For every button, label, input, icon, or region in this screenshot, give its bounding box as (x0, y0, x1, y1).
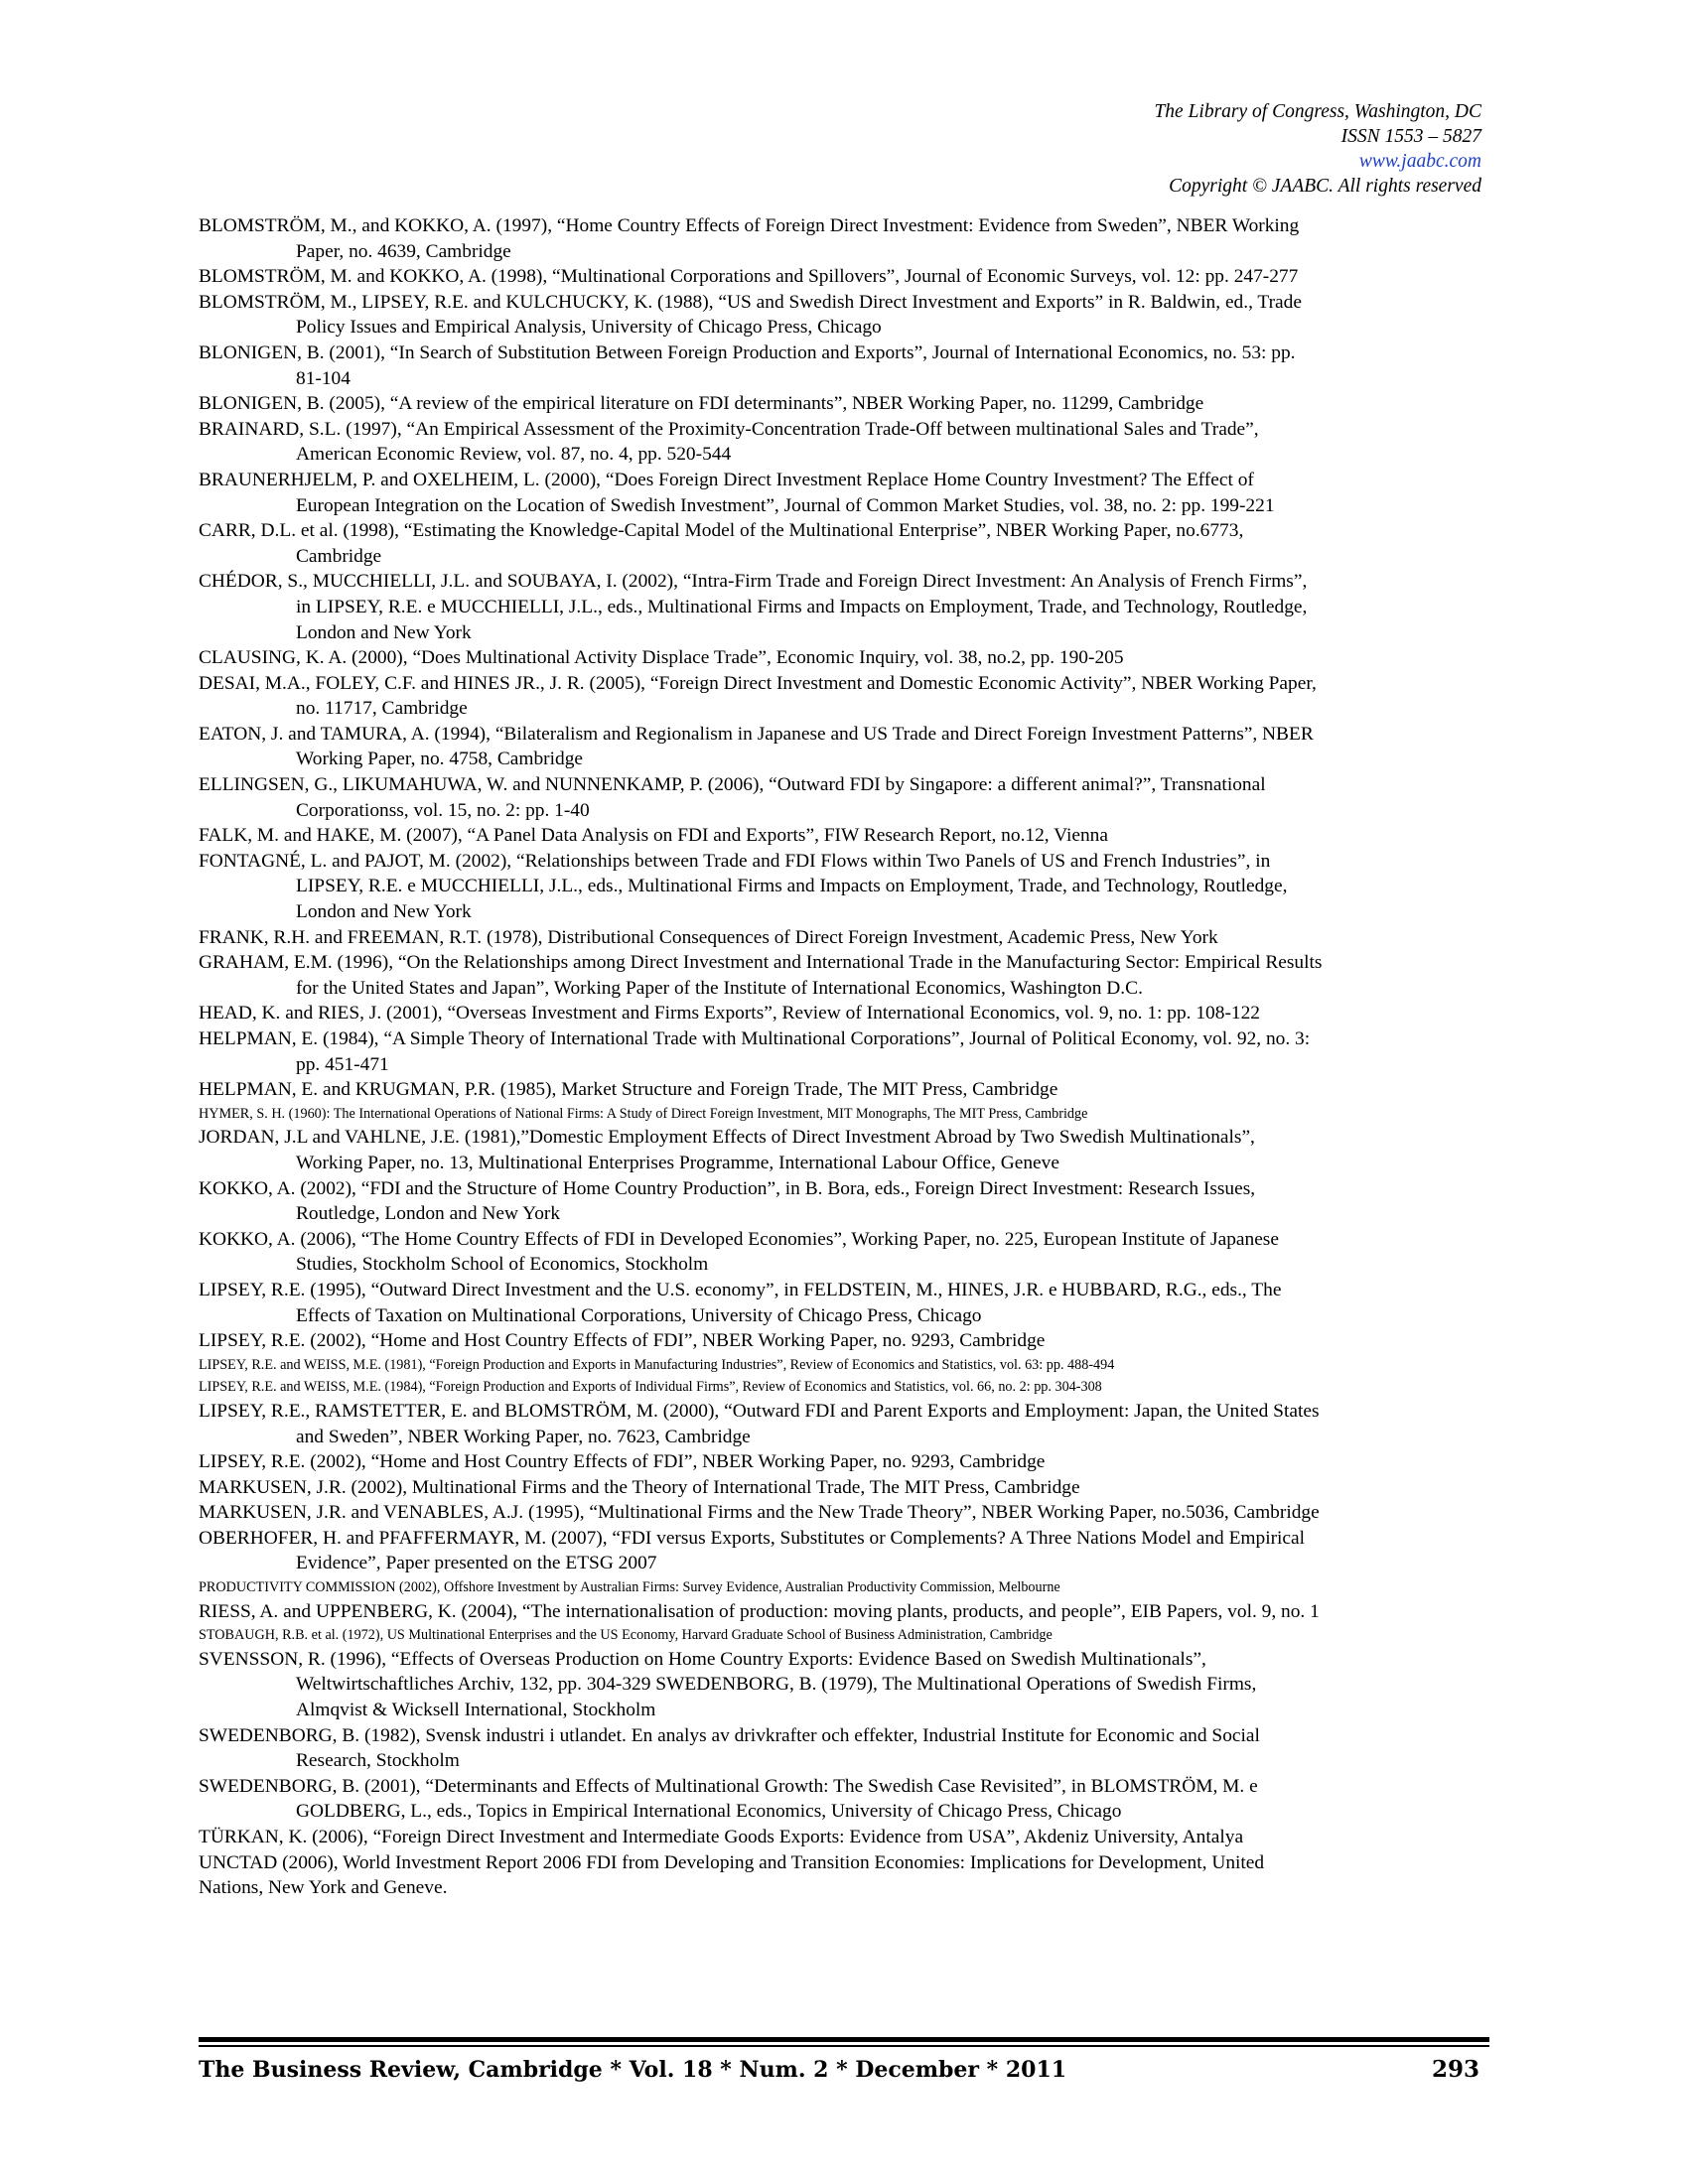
reference-line: BLONIGEN, B. (2005), “A review of the empirical literature on FDI determinants”, NBER Working Paper, no. 11299, Cambridge (199, 393, 1204, 415)
reference-line: LIPSEY, R.E. and WEISS, M.E. (1981), “Foreign Production and Exports in Manufacturing Industries”, Review of Economics and Statistics, vol. 63: pp. 488-494 (199, 1356, 1115, 1373)
reference-entry (199, 1103, 1489, 1126)
reference-line: HELPMAN, E. (1984), “A Simple Theory of International Trade with Multinational Corporations”, Journal of Political Economy, vol. 92, no. 3: (199, 1028, 1311, 1049)
reference-line: HYMER, S. H. (1960): The International Operations of National Firms: A Study of Direct Foreign Investment, MIT Monographs, The MIT Press, Cambridge (199, 1105, 1088, 1122)
reference-line: Almqvist & Wicksell International, Stockholm (296, 1700, 656, 1721)
reference-line: UNCTAD (2006), World Investment Report 2006 FDI from Developing and Transition Economies: Implications for Development, United (199, 1851, 1265, 1873)
reference-line: STOBAUGH, R.B. et al. (1972), US Multinational Enterprises and the US Economy, Harvard Graduate School of Business Administration, Cambridge (199, 1627, 1053, 1644)
reference-entry (199, 1475, 1489, 1501)
reference-entry (199, 1624, 1489, 1647)
reference-line: FONTAGNÉ, L. and PAJOT, M. (2002), “Relationships between Trade and FDI Flows within Two Panels of US and French Industries”, in (199, 850, 1271, 872)
reference-entry (199, 1001, 1489, 1026)
reference-line: BLONIGEN, B. (2001), “In Search of Substitution Between Foreign Production and Exports”, Journal of International Economics, no. 53: pp. (199, 341, 1296, 363)
header-copyright: Copyright © JAABC. All rights reserved (1169, 176, 1481, 197)
reference-line: 81-104 (296, 367, 351, 389)
footer-rule-thin (199, 2045, 1489, 2047)
reference-line: in LIPSEY, R.E. e MUCCHIELLI, J.L., eds., Multinational Firms and Impacts on Employment, Trade, and Technology, Routledge, (296, 596, 1308, 617)
reference-entry (199, 1026, 1489, 1077)
reference-entry (199, 1576, 1489, 1599)
reference-line: BRAUNERHJELM, P. and OXELHEIM, L. (2000), “Does Foreign Direct Investment Replace Home Country Investment? The Effect of (199, 469, 1254, 490)
reference-line: TÜRKAN, K. (2006), “Foreign Direct Investment and Intermediate Goods Exports: Evidence from USA”, Akdeniz University, Antalya (199, 1827, 1244, 1847)
reference-line: MARKUSEN, J.R. and VENABLES, A.J. (1995), “Multinational Firms and the New Trade Theory”, NBER Working Paper, no.5036, Cambridge (199, 1502, 1320, 1524)
reference-entry (199, 645, 1489, 671)
reference-line: Weltwirtschaftliches Archiv, 132, pp. 304-329 SWEDENBORG, B. (1979), The Multinational Operations of Swedish Firms, (296, 1674, 1257, 1696)
reference-list (199, 213, 1489, 1901)
reference-line: ELLINGSEN, G., LIKUMAHUWA, W. and NUNNENKAMP, P. (2006), “Outward FDI by Singapore: a different animal?”, Transnational (199, 774, 1266, 796)
reference-entry (199, 341, 1489, 391)
reference-line: Studies, Stockholm School of Economics, Stockholm (296, 1254, 709, 1276)
reference-entry (199, 950, 1489, 1001)
reference-line: SWEDENBORG, B. (2001), “Determinants and Effects of Multinational Growth: The Swedish Case Revisited”, in BLOMSTRÖM, M. e (199, 1775, 1258, 1797)
footer-rule (199, 2037, 1489, 2042)
reference-line: BRAINARD, S.L. (1997), “An Empirical Assessment of the Proximity-Concentration Trade-Off between multinational Sales and Trade”, (199, 418, 1259, 440)
reference-line: European Integration on the Location of Swedish Investment”, Journal of Common Market Studies, vol. 38, no. 2: pp. 199-221 (296, 494, 1275, 516)
reference-line: BLOMSTRÖM, M., LIPSEY, R.E. and KULCHUCKY, K. (1988), “US and Swedish Direct Investment and Exports” in R. Baldwin, ed., Trade (199, 291, 1302, 313)
reference-line: RIESS, A. and UPPENBERG, K. (2004), “The internationalisation of production: moving plants, products, and people”, EIB Papers, vol. 9, no. 1 (199, 1600, 1320, 1622)
reference-entry (199, 1376, 1489, 1399)
reference-line: LIPSEY, R.E., RAMSTETTER, E. and BLOMSTRÖM, M. (2000), “Outward FDI and Parent Exports and Employment: Japan, the United States (199, 1400, 1320, 1422)
reference-line: CHÉDOR, S., MUCCHIELLI, J.L. and SOUBAYA, I. (2002), “Intra-Firm Trade and Foreign Direct Investment: An Analysis of French Firms”, (199, 571, 1308, 593)
reference-line: no. 11717, Cambridge (296, 698, 468, 720)
reference-line: Paper, no. 4639, Cambridge (296, 240, 511, 262)
reference-line: SWEDENBORG, B. (1982), Svensk industri i utlandet. En analys av drivkrafter och effekter, Industrial Institute for Economic and Social (199, 1724, 1260, 1746)
reference-line: CARR, D.L. et al. (1998), “Estimating the Knowledge-Capital Model of the Multinational Enterprise”, NBER Working Paper, no.6773, (199, 520, 1244, 542)
reference-entry (199, 1278, 1489, 1328)
reference-line: Working Paper, no. 13, Multinational Enterprises Programme, International Labour Office, Geneve (296, 1152, 1059, 1173)
reference-line: SVENSSON, R. (1996), “Effects of Overseas Production on Home Country Exports: Evidence Based on Swedish Multinationals”, (199, 1648, 1206, 1670)
reference-entry (199, 1526, 1489, 1576)
reference-entry (199, 518, 1489, 569)
reference-entry (199, 772, 1489, 823)
reference-entry (199, 1354, 1489, 1377)
reference-line: JORDAN, J.L and VAHLNE, J.E. (1981),”Domestic Employment Effects of Direct Investment Abroad by Two Swedish Multinationals”, (199, 1127, 1255, 1149)
reference-line: CLAUSING, K. A. (2000), “Does Multinational Activity Displace Trade”, Economic Inquiry, vol. 38, no.2, pp. 190-205 (199, 647, 1124, 669)
reference-entry (199, 468, 1489, 518)
reference-line: Corporationss, vol. 15, no. 2: pp. 1-40 (296, 799, 590, 821)
reference-entry (199, 1647, 1489, 1723)
reference-line: LIPSEY, R.E. (2002), “Home and Host Country Effects of FDI”, NBER Working Paper, no. 9293, Cambridge (199, 1451, 1046, 1473)
page-header (687, 99, 1481, 199)
reference-entry (199, 823, 1489, 849)
reference-line: LIPSEY, R.E. e MUCCHIELLI, J.L., eds., Multinational Firms and Impacts on Employment, Trade, and Technology, Routledge, (296, 876, 1288, 897)
reference-line: BLOMSTRÖM, M., and KOKKO, A. (1997), “Home Country Effects of Foreign Direct Investment: Evidence from Sweden”, NBER Working (199, 215, 1300, 236)
reference-entry (199, 1599, 1489, 1625)
reference-line: Effects of Taxation on Multinational Corporations, University of Chicago Press, Chicago (296, 1304, 982, 1326)
reference-entry (199, 1850, 1489, 1901)
reference-line: American Economic Review, vol. 87, no. 4, pp. 520-544 (296, 444, 732, 466)
reference-line: OBERHOFER, H. and PFAFFERMAYR, M. (2007), “FDI versus Exports, Substitutes or Complements? A Three Nations Model and Empirical (199, 1527, 1306, 1549)
reference-entry (199, 849, 1489, 925)
reference-line: GOLDBERG, L., eds., Topics in Empirical International Economics, University of Chicago Press, Chicago (296, 1801, 1122, 1823)
reference-line: Cambridge (296, 545, 382, 567)
reference-entry (199, 671, 1489, 722)
reference-line: LIPSEY, R.E. (1995), “Outward Direct Investment and the U.S. economy”, in FELDSTEIN, M., HINES, J.R. e HUBBARD, R.G., eds., The (199, 1279, 1282, 1300)
reference-entry (199, 722, 1489, 772)
reference-line: MARKUSEN, J.R. (2002), Multinational Firms and the Theory of International Trade, The MIT Press, Cambridge (199, 1476, 1080, 1498)
reference-entry (199, 1077, 1489, 1103)
reference-line: Research, Stockholm (296, 1750, 460, 1772)
header-website-link[interactable]: www.jaabc.com (1358, 151, 1481, 172)
reference-entry (199, 417, 1489, 468)
reference-entry (199, 1774, 1489, 1825)
reference-line: EATON, J. and TAMURA, A. (1994), “Bilateralism and Regionalism in Japanese and US Trade and Direct Foreign Investment Patterns”, NBER (199, 723, 1314, 745)
reference-line: KOKKO, A. (2006), “The Home Country Effects of FDI in Developed Economies”, Working Paper, no. 225, European Institute of Japanese (199, 1228, 1279, 1250)
reference-line: PRODUCTIVITY COMMISSION (2002), Offshore Investment by Australian Firms: Survey Evidence, Australian Productivity Commission, Melbourne (199, 1579, 1060, 1596)
reference-line: FRANK, R.H. and FREEMAN, R.T. (1978), Distributional Consequences of Direct Foreign Investment, Academic Press, New York (199, 926, 1218, 948)
reference-entry (199, 1723, 1489, 1774)
reference-line: Nations, New York and Geneve. (199, 1877, 448, 1899)
reference-entry (199, 569, 1489, 645)
reference-entry (199, 925, 1489, 951)
page-number: 293 (1431, 2056, 1479, 2083)
reference-line: BLOMSTRÖM, M. and KOKKO, A. (1998), “Multinational Corporations and Spillovers”, Journal of Economic Surveys, vol. 12: pp. 247-277 (199, 266, 1299, 288)
reference-entry (199, 1328, 1489, 1354)
reference-line: Evidence”, Paper presented on the ETSG 2007 (296, 1553, 657, 1574)
reference-line: DESAI, M.A., FOLEY, C.F. and HINES JR., J. R. (2005), “Foreign Direct Investment and Domestic Economic Activity”, NBER Working Paper, (199, 672, 1317, 694)
footer-journal: The Business Review, Cambridge * Vol. 18 * Num. 2 * December * 2011 (199, 2057, 1067, 2083)
reference-line: LIPSEY, R.E. (2002), “Home and Host Country Effects of FDI”, NBER Working Paper, no. 9293, Cambridge (199, 1330, 1046, 1352)
reference-line: pp. 451-471 (296, 1053, 389, 1075)
reference-line: Routledge, London and New York (296, 1203, 561, 1225)
page-footer (199, 2055, 1479, 2085)
reference-line: London and New York (296, 901, 472, 923)
reference-entry (199, 1176, 1489, 1227)
reference-entry (199, 1825, 1489, 1850)
reference-entry (199, 213, 1489, 264)
reference-line: HELPMAN, E. and KRUGMAN, P.R. (1985), Market Structure and Foreign Trade, The MIT Press, Cambridge (199, 1079, 1058, 1101)
reference-line: HEAD, K. and RIES, J. (2001), “Overseas Investment and Firms Exports”, Review of International Economics, vol. 9, no. 1: pp. 108-122 (199, 1003, 1260, 1024)
reference-entry (199, 391, 1489, 417)
reference-entry (199, 1500, 1489, 1526)
reference-line: Working Paper, no. 4758, Cambridge (296, 749, 584, 770)
header-institution: The Library of Congress, Washington, DC (1154, 101, 1481, 122)
reference-line: for the United States and Japan”, Working Paper of the Institute of International Economics, Washington D.C. (296, 977, 1143, 999)
reference-line: KOKKO, A. (2002), “FDI and the Structure of Home Country Production”, in B. Bora, eds., Foreign Direct Investment: Research Issues, (199, 1177, 1256, 1199)
reference-entry (199, 264, 1489, 290)
reference-entry (199, 1125, 1489, 1175)
reference-entry (199, 1399, 1489, 1449)
reference-line: LIPSEY, R.E. and WEISS, M.E. (1984), “Foreign Production and Exports of Individual Firms”, Review of Economics and Statistics, vol. 66, no. 2: pp. 304-308 (199, 1379, 1102, 1396)
reference-entry (199, 1227, 1489, 1278)
reference-line: Policy Issues and Empirical Analysis, University of Chicago Press, Chicago (296, 317, 882, 339)
reference-line: and Sweden”, NBER Working Paper, no. 7623, Cambridge (296, 1426, 751, 1447)
reference-entry (199, 290, 1489, 341)
reference-line: London and New York (296, 621, 472, 643)
header-issn: ISSN 1553 – 5827 (1340, 126, 1481, 147)
reference-line: GRAHAM, E.M. (1996), “On the Relationships among Direct Investment and International Trade in the Manufacturing Sector: Empirical Results (199, 952, 1323, 974)
reference-line: FALK, M. and HAKE, M. (2007), “A Panel Data Analysis on FDI and Exports”, FIW Research Report, no.12, Vienna (199, 825, 1108, 847)
reference-entry (199, 1449, 1489, 1475)
